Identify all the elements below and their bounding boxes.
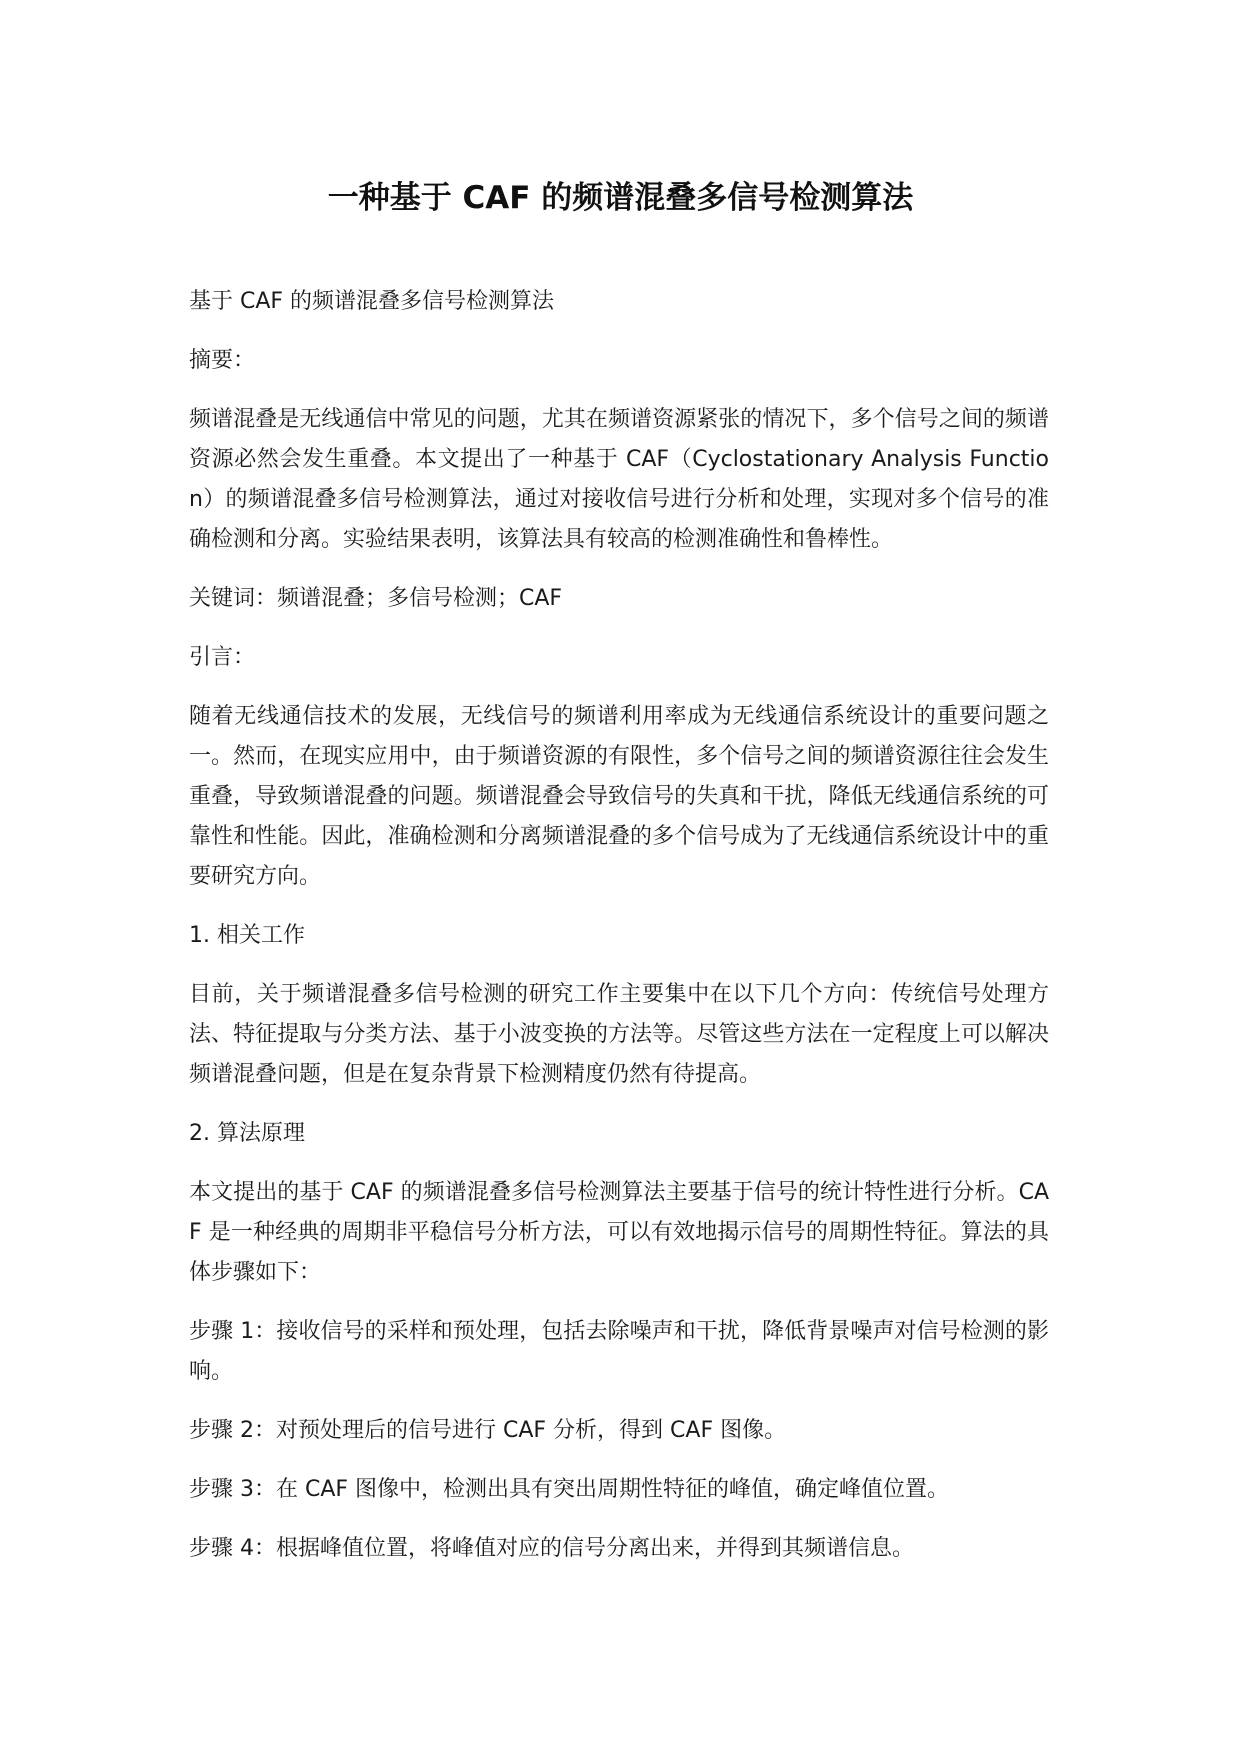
subtitle-paragraph: 基于 CAF 的频谱混叠多信号检测算法 (189, 289, 555, 314)
introduction-heading: 引言： (189, 645, 256, 670)
step-2-paragraph: 步骤 2：对预处理后的信号进行 CAF 分析，得到 CAF 图像。 (189, 1418, 787, 1443)
section-2-paragraph: 本文提出的基于 CAF 的频谱混叠多信号检测算法主要基于信号的统计特性进行分析。CAF 是一种经典的周期非平稳信号分析方法，可以有效地揭示信号的周期性特征。算法的具体步骤如下： (189, 1180, 1049, 1285)
section-2-heading: 2. 算法原理 (189, 1121, 305, 1146)
document-body (189, 282, 1049, 1588)
section-1-paragraph: 目前，关于频谱混叠多信号检测的研究工作主要集中在以下几个方向：传统信号处理方法、特征提取与分类方法、基于小波变换的方法等。尽管这些方法在一定程度上可以解决频谱混叠问题，但是在复杂背景下检测精度仍然有待提高。 (189, 982, 1049, 1087)
section-1-heading: 1. 相关工作 (189, 923, 305, 948)
keywords-paragraph: 关键词：频谱混叠；多信号检测；CAF (189, 586, 563, 611)
step-4-paragraph: 步骤 4：根据峰值位置，将峰值对应的信号分离出来，并得到其频谱信息。 (189, 1536, 914, 1561)
introduction-paragraph: 随着无线通信技术的发展，无线信号的频谱利用率成为无线通信系统设计的重要问题之一。然而，在现实应用中，由于频谱资源的有限性，多个信号之间的频谱资源往往会发生重叠，导致频谱混叠的问题。频谱混叠会导致信号的失真和干扰，降低无线通信系统的可靠性和性能。因此，准确检测和分离频谱混叠的多个信号成为了无线通信系统设计中的重要研究方向。 (189, 704, 1049, 889)
document-title: 一种基于 CAF 的频谱混叠多信号检测算法 (327, 180, 914, 216)
step-1-paragraph: 步骤 1：接收信号的采样和预处理，包括去除噪声和干扰，降低背景噪声对信号检测的影响。 (189, 1319, 1049, 1384)
step-3-paragraph: 步骤 3：在 CAF 图像中，检测出具有突出周期性特征的峰值，确定峰值位置。 (189, 1477, 950, 1502)
abstract-heading: 摘要： (189, 348, 256, 373)
abstract-paragraph: 频谱混叠是无线通信中常见的问题，尤其在频谱资源紧张的情况下，多个信号之间的频谱资源必然会发生重叠。本文提出了一种基于 CAF（Cyclostationary Analysis Function）的频谱混叠多信号检测算法，通过对接收信号进行分析和处理，实现对多个信号的准确检测和分离。实验结果表明，该算法具有较高的检测准确性和鲁棒性。 (189, 407, 1049, 552)
